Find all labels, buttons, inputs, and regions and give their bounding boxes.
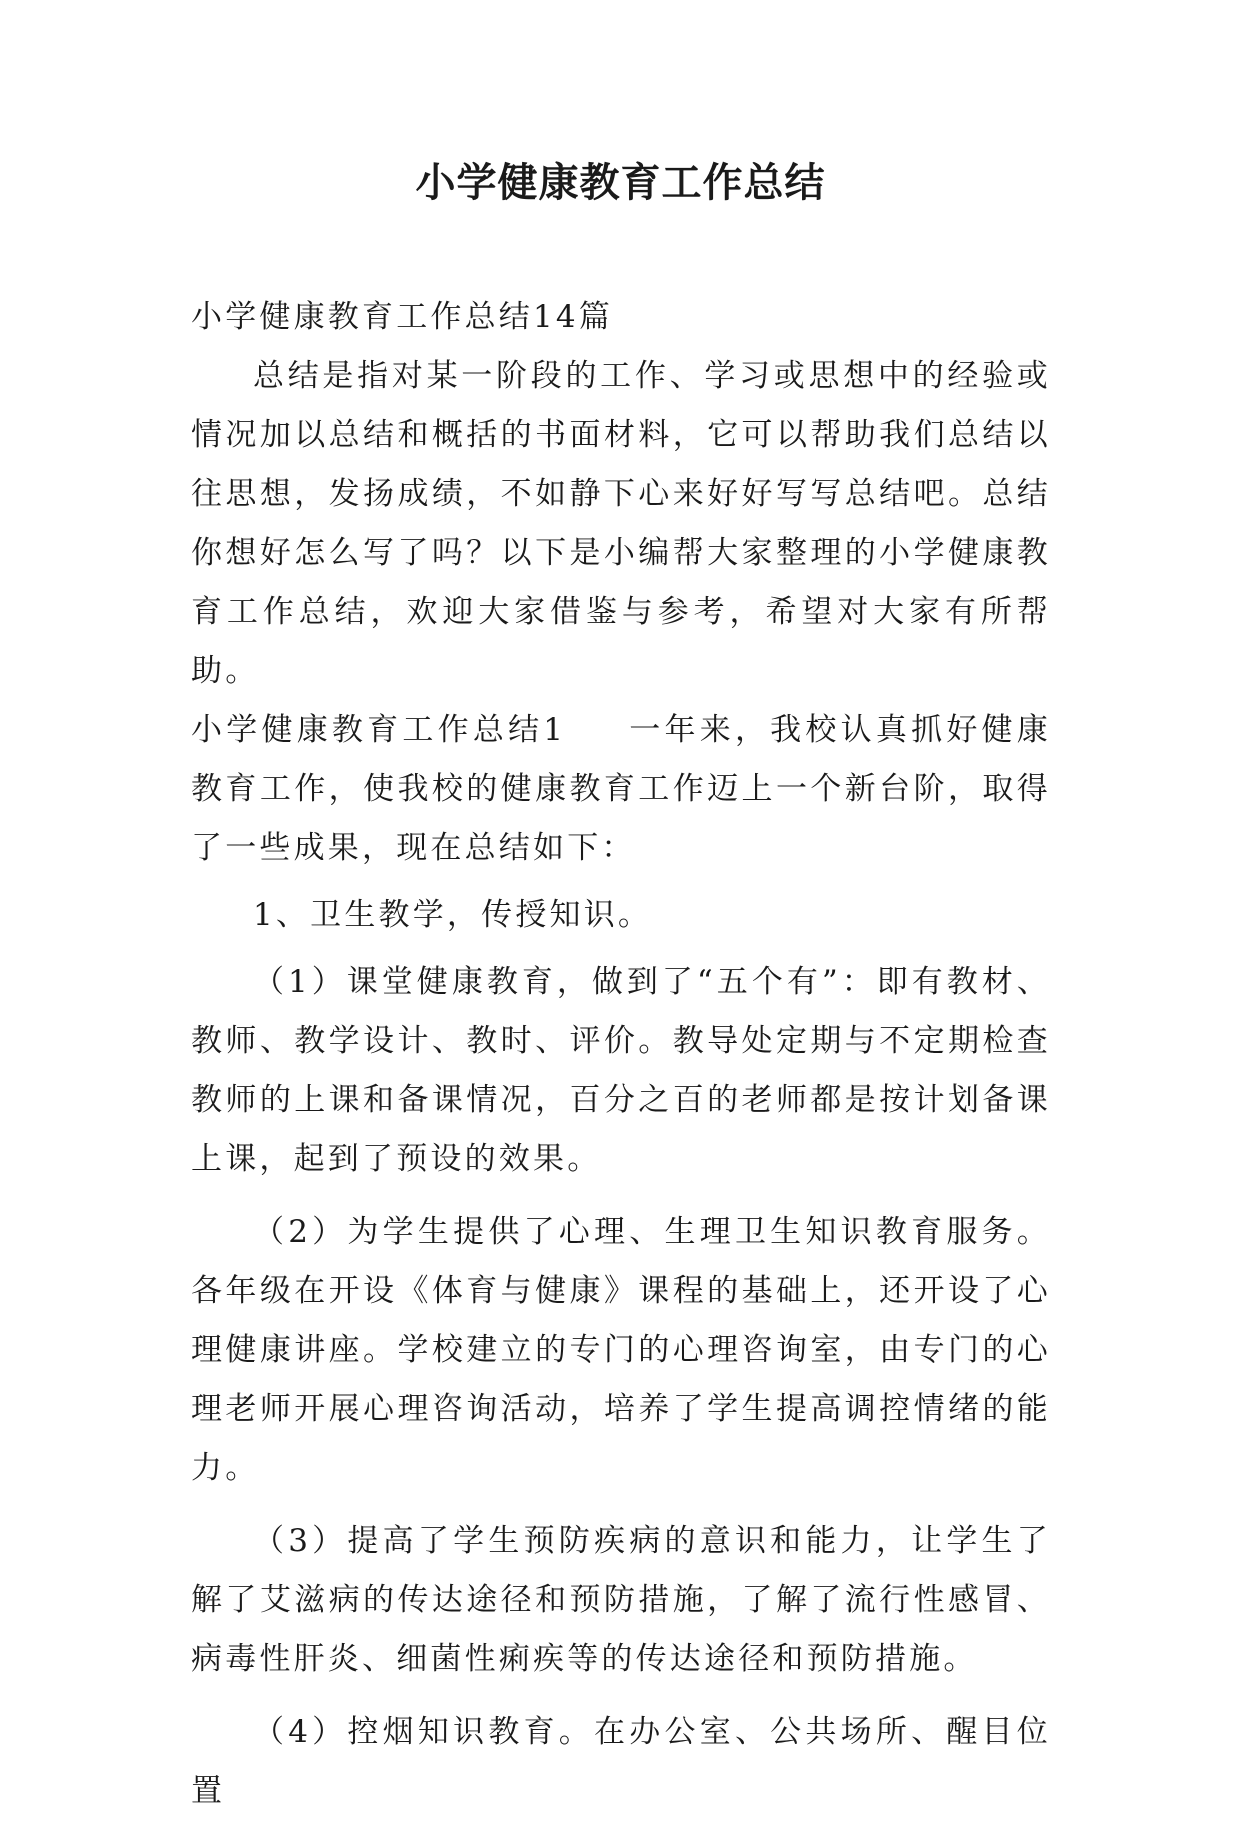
document-body — [191, 288, 1051, 1821]
intro-paragraph: 总结是指对某一阶段的工作、学习或思想中的经验或情况加以总结和概括的书面材料，它可以帮助我们总结以往思想，发扬成绩，不如静下心来好好写写总结吧。总结你想好怎么写了吗？以下是小编帮大家整理的小学健康教育工作总结，欢迎大家借鉴与参考，希望对大家有所帮助。 — [191, 358, 1051, 689]
item-paragraph-4: （4）控烟知识教育。在办公室、公共场所、醒目位置 — [191, 1714, 1051, 1809]
section-1-heading: 小学健康教育工作总结1 — [191, 712, 567, 748]
point-1-heading: 1、卫生教学，传授知识。 — [253, 897, 653, 933]
document-title: 小学健康教育工作总结 — [415, 159, 826, 206]
section-1-text: 一年来，我校认真抓好健康教育工作，使我校的健康教育工作迈上一个新台阶，取得了一些成果，现在总结如下： — [191, 712, 1051, 866]
item-paragraph-2: （2）为学生提供了心理、生理卫生知识教育服务。各年级在开设《体育与健康》课程的基础上，还开设了心理健康讲座。学校建立的专门的心理咨询室，由专门的心理老师开展心理咨询活动，培养了学生提高调控情绪的能力。 — [191, 1214, 1051, 1486]
section-1-paragraph — [191, 701, 1051, 878]
document-subtitle: 小学健康教育工作总结14篇 — [191, 299, 614, 335]
item-paragraph-1: （1）课堂健康教育，做到了“五个有”：即有教材、教师、教学设计、教时、评价。教导处定期与不定期检查教师的上课和备课情况，百分之百的老师都是按计划备课上课，起到了预设的效果。 — [191, 964, 1051, 1177]
item-paragraph-3: （3）提高了学生预防疾病的意识和能力，让学生了解了艾滋病的传达途径和预防措施，了解了流行性感冒、病毒性肝炎、细菌性痢疾等的传达途径和预防措施。 — [191, 1523, 1051, 1677]
